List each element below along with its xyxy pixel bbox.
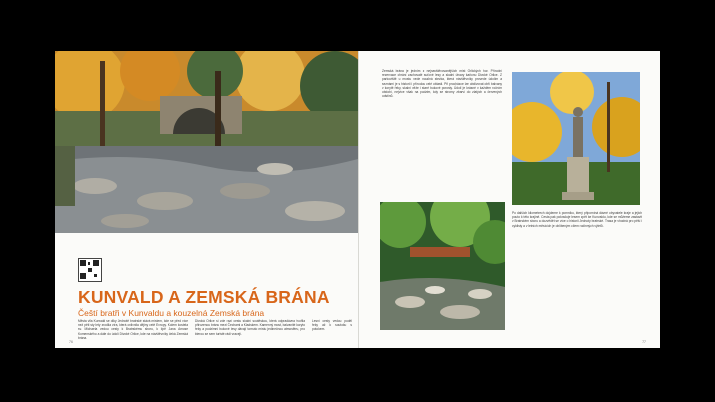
magazine-spread: [55, 51, 660, 348]
right-text-column-2: Po dalších kilometrech dojdeme k pomníku, který připomíná dávné obyvatele kraje a jejich pouto k této krajině. Cesta pak pokračuje lesem zpět ke Kunvaldu, kde se můžeme zastavit v Bratrském sboru a dozvědět se více o historii Jednoty bratrské. Trasa je vhodná pro pěší i cyklisty a v letních měsících je oblíbeným cílem rodinných výletů.: [512, 211, 642, 228]
left-text-column-3: Lesní cesty vedou podél řeky až k soutoku s potokem.: [312, 319, 352, 332]
page-number-left: 76: [69, 340, 73, 344]
zemska-brana-bridge-photo: [55, 51, 358, 233]
right-page: [359, 51, 660, 348]
divoka-orlice-river-photo: [380, 202, 505, 330]
right-text-column-1: Zemská brána je jedním z nejnavštěvovanějších míst Orlických hor. Přírodní rezervace chrání zachovalé suťové lesy a skalní útvary kaňonu Divoké Orlice. Z parkoviště u mostu vede naučná stezka, která návštěvníky provede údolím a seznámí je s historií i přírodou celé oblasti. Při procházce lze obdivovat obří balvany v korytě řeky, skalní věže i staré bukové porosty. Údolí je krásné v každém ročním období, nejvíce však na podzim, kdy se stromy zbarví do zlatých a červených odstínů.: [382, 69, 502, 99]
left-text-column-1: Města vila Kunvald se díky Jednotě bratrské stává místem, kde se před více než pěti sty lety zrodila víra, která ovlivnila dějiny celé Evropy. Kolem kostela sv. Michaela vedou cesty k Bratrskému sboru, k lípě Jana Amose Komenského a dále do údolí Divoké Orlice, kde na návštěvníky čeká Zemská brána.: [78, 319, 188, 340]
article-subtitle: Čeští bratři v Kunvaldu a kouzelná Zemská brána: [78, 308, 265, 318]
article-title: KUNVALD A ZEMSKÁ BRÁNA: [78, 287, 330, 307]
monument-photo: [512, 72, 640, 205]
left-text-column-2: Divoká Orlice si zde razí cestu skalní soutěskou, která odpradávna tvořila přirozenou bránu mezi Čechami a Kladskem. Kamenný most, balvanité koryto řeky a podzimní bukové lesy dávají tomuto místu jedinečnou atmosféru, pro kterou se sem turisté rádi vracejí.: [195, 319, 305, 336]
qr-code: [78, 258, 102, 282]
left-page: [55, 51, 359, 348]
page-number-right: 77: [642, 340, 646, 344]
